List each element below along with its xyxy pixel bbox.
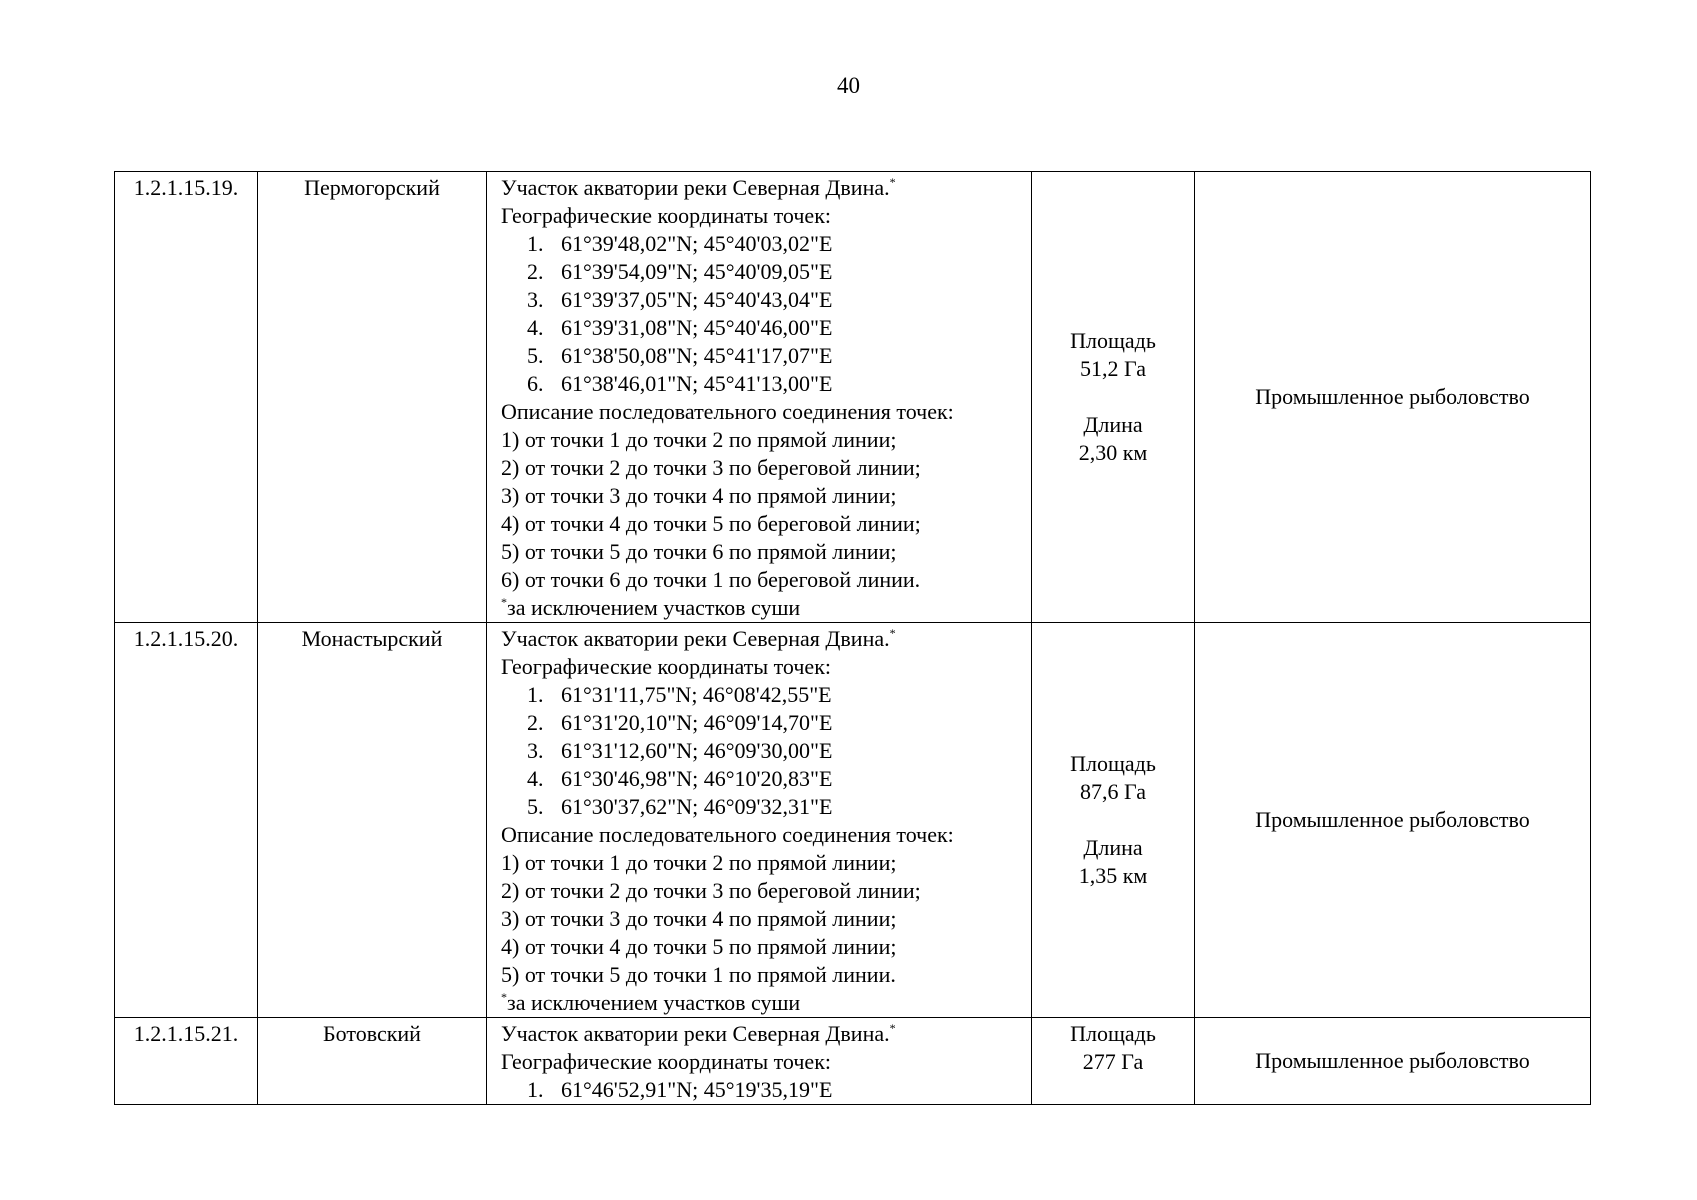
coords-heading: Географические координаты точек: (501, 654, 831, 679)
coord-point: 1. 61°46'52,91"N; 45°19'35,19"E (527, 1077, 833, 1102)
length-value: 2,30 км (1078, 440, 1148, 465)
connection-line: 5) от точки 5 до точки 6 по прямой линии; (501, 539, 897, 564)
area-description (487, 172, 1032, 623)
coord-point: 4. 61°30'46,98"N; 46°10'20,83"E (527, 766, 833, 791)
area-name: Ботовский (258, 1018, 487, 1105)
area-id: 1.2.1.15.21. (115, 1018, 258, 1105)
area-measurements (1032, 172, 1195, 623)
connection-line: 1) от точки 1 до точки 2 по прямой линии; (501, 427, 897, 452)
connections-heading: Описание последовательного соединения точек: (501, 399, 954, 424)
connections-heading: Описание последовательного соединения точек: (501, 822, 954, 847)
footnote: *за исключением участков суши (501, 990, 801, 1015)
area-title: Участок акватории реки Северная Двина.* (501, 1021, 896, 1046)
connection-line: 5) от точки 5 до точки 1 по прямой линии. (501, 962, 896, 987)
page-number: 40 (837, 73, 860, 98)
area-id: 1.2.1.15.19. (115, 172, 258, 623)
area-title: Участок акватории реки Северная Двина.* (501, 626, 896, 651)
connection-line: 3) от точки 3 до точки 4 по прямой линии; (501, 483, 897, 508)
coord-point: 1. 61°39'48,02"N; 45°40'03,02"E (527, 231, 833, 256)
coord-point: 1. 61°31'11,75"N; 46°08'42,55"E (527, 682, 832, 707)
coord-point: 3. 61°31'12,60"N; 46°09'30,00"E (527, 738, 833, 763)
length-value: 1,35 км (1078, 863, 1148, 888)
coord-point: 6. 61°38'46,01"N; 45°41'13,00"E (527, 371, 833, 396)
area-measurements (1032, 1018, 1195, 1105)
area-use: Промышленное рыболовство (1195, 1018, 1591, 1105)
area-description (487, 623, 1032, 1018)
area-use: Промышленное рыболовство (1195, 172, 1591, 623)
coords-heading: Географические координаты точек: (501, 203, 831, 228)
length-label: Длина (1083, 412, 1143, 437)
connection-line: 2) от точки 2 до точки 3 по береговой линии; (501, 878, 921, 903)
area-name: Пермогорский (258, 172, 487, 623)
coord-point: 4. 61°39'31,08"N; 45°40'46,00"E (527, 315, 833, 340)
table-row (115, 172, 1591, 623)
coords-heading: Географические координаты точек: (501, 1049, 831, 1074)
area-label: Площадь (1070, 1021, 1156, 1046)
area-value: 277 Га (1082, 1049, 1144, 1074)
length-label: Длина (1083, 835, 1143, 860)
coord-point: 5. 61°38'50,08"N; 45°41'17,07"E (527, 343, 833, 368)
coord-point: 2. 61°39'54,09"N; 45°40'09,05"E (527, 259, 833, 284)
area-measurements (1032, 623, 1195, 1018)
connection-line: 6) от точки 6 до точки 1 по береговой линии. (501, 567, 921, 592)
area-label: Площадь (1070, 751, 1156, 776)
coord-point: 2. 61°31'20,10"N; 46°09'14,70"E (527, 710, 833, 735)
connection-line: 4) от точки 4 до точки 5 по прямой линии; (501, 934, 897, 959)
table-row (115, 623, 1591, 1018)
table-row (115, 1018, 1591, 1105)
area-value: 87,6 Га (1080, 779, 1146, 804)
footnote-mark: * (889, 626, 896, 640)
coord-point: 5. 61°30'37,62"N; 46°09'32,31"E (527, 794, 833, 819)
footnote: *за исключением участков суши (501, 595, 801, 620)
connection-line: 3) от точки 3 до точки 4 по прямой линии; (501, 906, 897, 931)
area-description (487, 1018, 1032, 1105)
connection-line: 4) от точки 4 до точки 5 по береговой линии; (501, 511, 921, 536)
connection-line: 2) от точки 2 до точки 3 по береговой линии; (501, 455, 921, 480)
footnote-mark: * (889, 175, 896, 189)
area-title: Участок акватории реки Северная Двина.* (501, 175, 896, 200)
area-id: 1.2.1.15.20. (115, 623, 258, 1018)
area-use: Промышленное рыболовство (1195, 623, 1591, 1018)
footnote-mark: * (889, 1021, 896, 1035)
fishing-areas-table (114, 171, 1591, 1105)
area-name: Монастырский (258, 623, 487, 1018)
connection-line: 1) от точки 1 до точки 2 по прямой линии; (501, 850, 897, 875)
coord-point: 3. 61°39'37,05"N; 45°40'43,04"E (527, 287, 833, 312)
area-value: 51,2 Га (1080, 356, 1146, 381)
area-label: Площадь (1070, 328, 1156, 353)
